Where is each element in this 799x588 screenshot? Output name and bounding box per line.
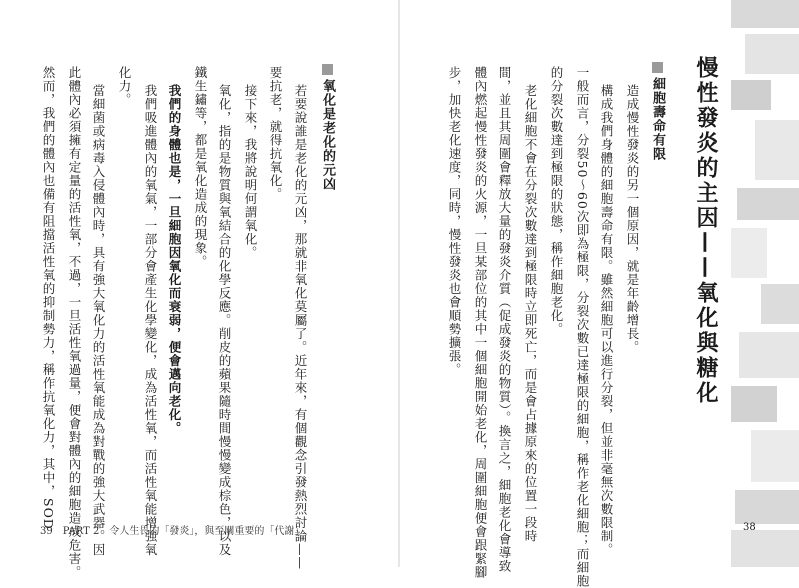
paragraph-line: 構成我們身體的細胞壽命有限。雖然細胞可以進行分裂，但並非毫無次數限制。: [599, 84, 614, 557]
paragraph-line: 我們吸進體內的氧氣，一部分會產生化學變化，成為活性氧，而活性氧能增強氧: [143, 84, 158, 557]
paragraph-line: 此體內必須擁有定量的活性氧，不過，一旦活性氧過量，便會對體內的細胞造成危害。: [67, 66, 82, 579]
paragraph-line: 化力。: [117, 66, 132, 107]
footer-running-head: 39 PART 2 令人生畏的「發炎」，與至關重要的「代謝」: [40, 526, 305, 537]
paragraph-line: 接下來，我將說明何謂氧化。: [243, 84, 258, 260]
paragraph-line: 老化細胞不會在分裂次數達到極限時立即死亡，而是會占據原來的位置一段時: [523, 84, 538, 543]
paragraph-line: 氧化，指的是物質與氧結合的化學反應。削皮的蘋果隨時間慢慢變成棕色，以及: [217, 84, 232, 557]
subheading-oxidation: [318, 64, 337, 191]
paragraph-line: 體內燃起慢性發炎的火源，一旦某部位的其中一個細胞開始老化，周圍細胞便會跟緊腳: [473, 66, 488, 579]
paragraph-line: 一般而言，分裂50～60次即為極限，分裂次數已達極限的細胞，稱作老化細胞；而細胞: [575, 66, 590, 588]
subheading-text: 細胞壽命有限: [650, 77, 665, 161]
paragraph-line: 要抗老，就得抗氧化。: [268, 66, 283, 201]
paragraph-line: 間，並且其周圍會釋放大量的發炎介質（促成發炎的物質）。換言之，細胞老化會導致: [497, 66, 512, 573]
decorative-pattern: [731, 0, 799, 567]
subheading-text: 氧化是老化的元凶: [320, 79, 335, 191]
chapter-title: 慢性發炎的主因——氧化與糖化: [693, 56, 718, 406]
paragraph-line: 當細菌或病毒入侵體內時，具有強大氧化力的活性氧能成為對戰的強大武器。因: [91, 84, 106, 557]
paragraph-line: 步，加快老化速度，同時，慢性發炎也會順勢擴張。: [447, 66, 462, 377]
paragraph-line: 然而，我們的體內也備有阻擋活性氧的抑制勢力，稱作抗氧化力，其中，SOD: [41, 66, 56, 530]
subheading-marker: [322, 64, 333, 75]
paragraph-line: 鐵生鏽等，都是氧化造成的現象。: [193, 66, 208, 269]
page-gutter: [398, 0, 400, 567]
page-number-right: 38: [743, 522, 756, 533]
paragraph-line: 我們的身體也是，一旦細胞因氧化而衰弱，便會邁向老化。: [167, 84, 182, 435]
paragraph-line: 的分裂次數達到極限的狀態，稱作細胞老化。: [549, 66, 564, 336]
paragraph-line: 造成慢性發炎的另一個原因，就是年齡增長。: [625, 84, 640, 354]
paragraph-line: 若要說誰是老化的元凶，那就非氧化莫屬了。近年來，有個觀念引發熱烈討論——: [293, 84, 308, 570]
subheading-marker: [652, 62, 663, 73]
subheading-cell-lifespan: [648, 62, 667, 161]
